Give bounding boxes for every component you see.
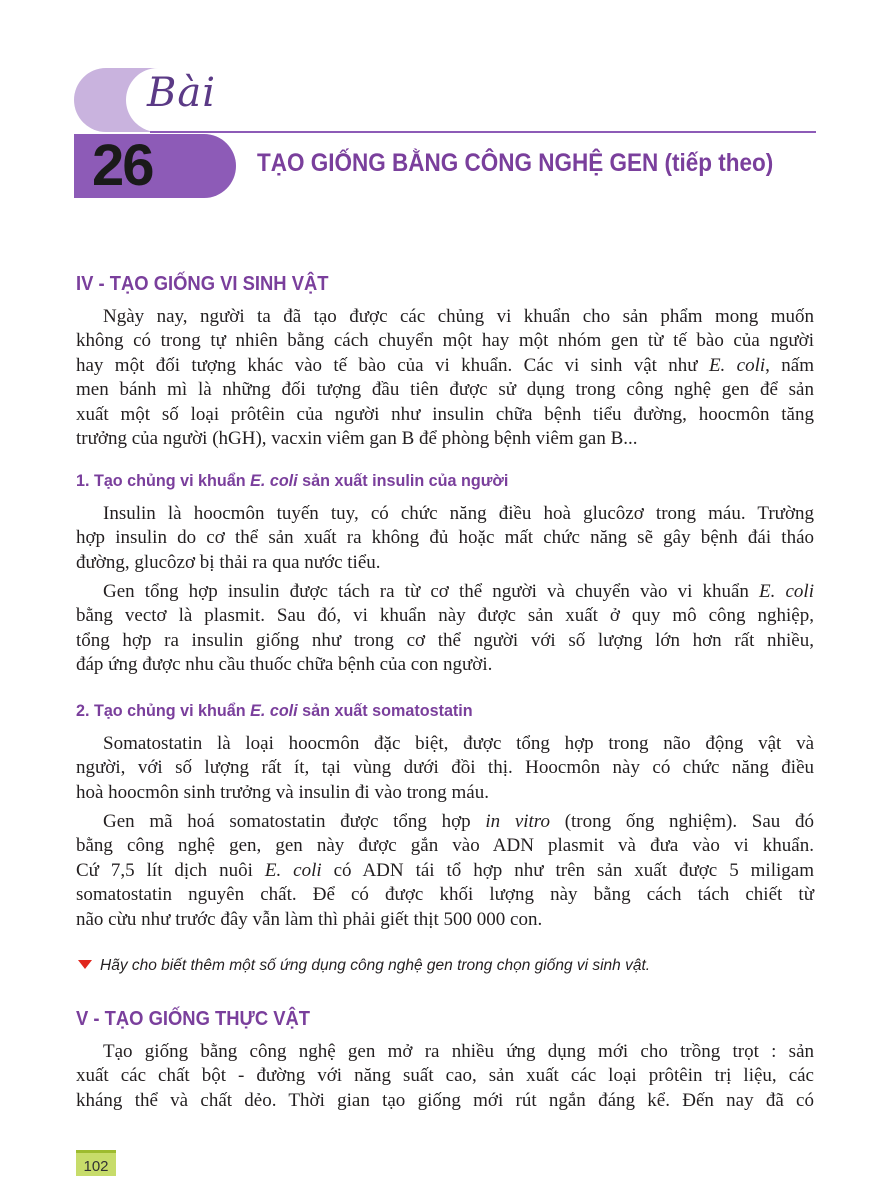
lesson-number: 26 [92, 133, 153, 198]
page-number: 102 [76, 1150, 116, 1176]
text-line: somatostatin nguyên chất. Để có được khối lượng này bằng cách tách chiết từ [76, 884, 814, 906]
text-line: xuất các chất bột - đường với năng suất cao, sản xuất các loại prôtêin trị liệu, các [76, 1065, 814, 1087]
text-line: xuất một số loại prôtêin của người như insulin chữa bệnh tiểu đường, hoocmôn tăng [76, 403, 814, 425]
text-line: đường, glucôzơ bị thải ra qua nước tiểu. [76, 551, 381, 573]
subsection-1-paragraph-2 [76, 580, 814, 678]
text-line: đáp ứng được nhu cầu thuốc chữa bệnh của con người. [76, 654, 493, 676]
text-line: người, với số lượng rất ít, tại vùng dưới đồi thị. Hoocmôn này có chức năng điều [76, 757, 814, 779]
text-line: tổng hợp ra insulin giống như trong cơ thể người với số lượng lớn hơn rất nhiều, [76, 629, 814, 651]
text-line: kháng thể và chất dẻo. Thời gian tạo giống mới rút ngắn đáng kể. Đến nay đã có [76, 1089, 814, 1111]
question-prompt: Hãy cho biết thêm một số ứng dụng công nghệ gen trong chọn giống vi sinh vật. [78, 957, 650, 975]
text-line: Gen mã hoá somatostatin được tổng hợp in vitro (trong ống nghiệm). Sau đó [103, 811, 814, 832]
text-line: bằng vectơ là plasmit. Sau đó, vi khuẩn này được sản xuất ở quy mô công nghiệp, [76, 605, 814, 627]
text-line: bằng công nghệ gen, gen này được gắn vào ADN plasmit và đưa vào vi khuẩn. [76, 835, 814, 857]
subsection-2-paragraph-2 [76, 810, 814, 932]
section-v-heading: V - TẠO GIỐNG THỰC VẬT [76, 1008, 311, 1030]
text-line: Ngày nay, người ta đã tạo được các chủng vi khuẩn cho sản phẩm mong muốn [103, 306, 814, 327]
text-line: Gen tổng hợp insulin được tách ra từ cơ thể người và chuyển vào vi khuẩn E. coli [103, 581, 814, 602]
subsection-2-heading: 2. Tạo chủng vi khuẩn E. coli sản xuất somatostatin [76, 701, 473, 720]
subsection-2-paragraph-1 [76, 732, 814, 805]
lesson-title: TẠO GIỐNG BẰNG CÔNG NGHỆ GEN (tiếp theo) [257, 149, 774, 177]
text-line: Somatostatin là loại hoocmôn đặc biệt, được tổng hợp trong não động vật và [103, 733, 814, 754]
text-line: Insulin là hoocmôn tuyến tuy, có chức năng điều hoà glucôzơ trong máu. Trường [103, 503, 814, 524]
text-line: Tạo giống bằng công nghệ gen mở ra nhiều ứng dụng mới cho trồng trọt : sản [103, 1041, 814, 1062]
text-line: men bánh mì là những đối tượng đầu tiên được sử dụng trong công nghệ gen để sản [76, 379, 814, 401]
section-iv-heading: IV - TẠO GIỐNG VI SINH VẬT [76, 273, 329, 295]
text-line: trưởng của người (hGH), vacxin viêm gan B để phòng bệnh viêm gan B... [76, 427, 638, 449]
lesson-label: Bài [147, 70, 217, 116]
text-line: hợp insulin do cơ thể sản xuất ra không đủ hoặc mất chức năng sẽ gây bệnh đái tháo [76, 527, 814, 549]
text-line: hay một đối tượng khác vào tế bào của vi khuẩn. Các vi sinh vật như E. coli, nấm [76, 354, 814, 376]
subsection-1-paragraph-1 [76, 502, 814, 575]
triangle-bullet-icon [78, 960, 92, 969]
subsection-1-heading: 1. Tạo chủng vi khuẩn E. coli sản xuất insulin của người [76, 471, 509, 490]
text-line: Cứ 7,5 lít dịch nuôi E. coli có ADN tái tổ hợp như trên sản xuất được 5 miligam [76, 859, 814, 881]
text-line: hoà hoocmôn sinh trưởng và insulin đi vào trong máu. [76, 781, 489, 803]
text-line: não cừu như trước đây vẫn làm thì phải giết thịt 500 000 con. [76, 908, 543, 930]
text-line: không có trong tự nhiên bằng cách chuyển một hay một nhóm gen từ tế bào của người [76, 330, 814, 352]
section-v-paragraph [76, 1040, 814, 1113]
section-iv-paragraph [76, 305, 814, 451]
header-rule [150, 131, 816, 133]
